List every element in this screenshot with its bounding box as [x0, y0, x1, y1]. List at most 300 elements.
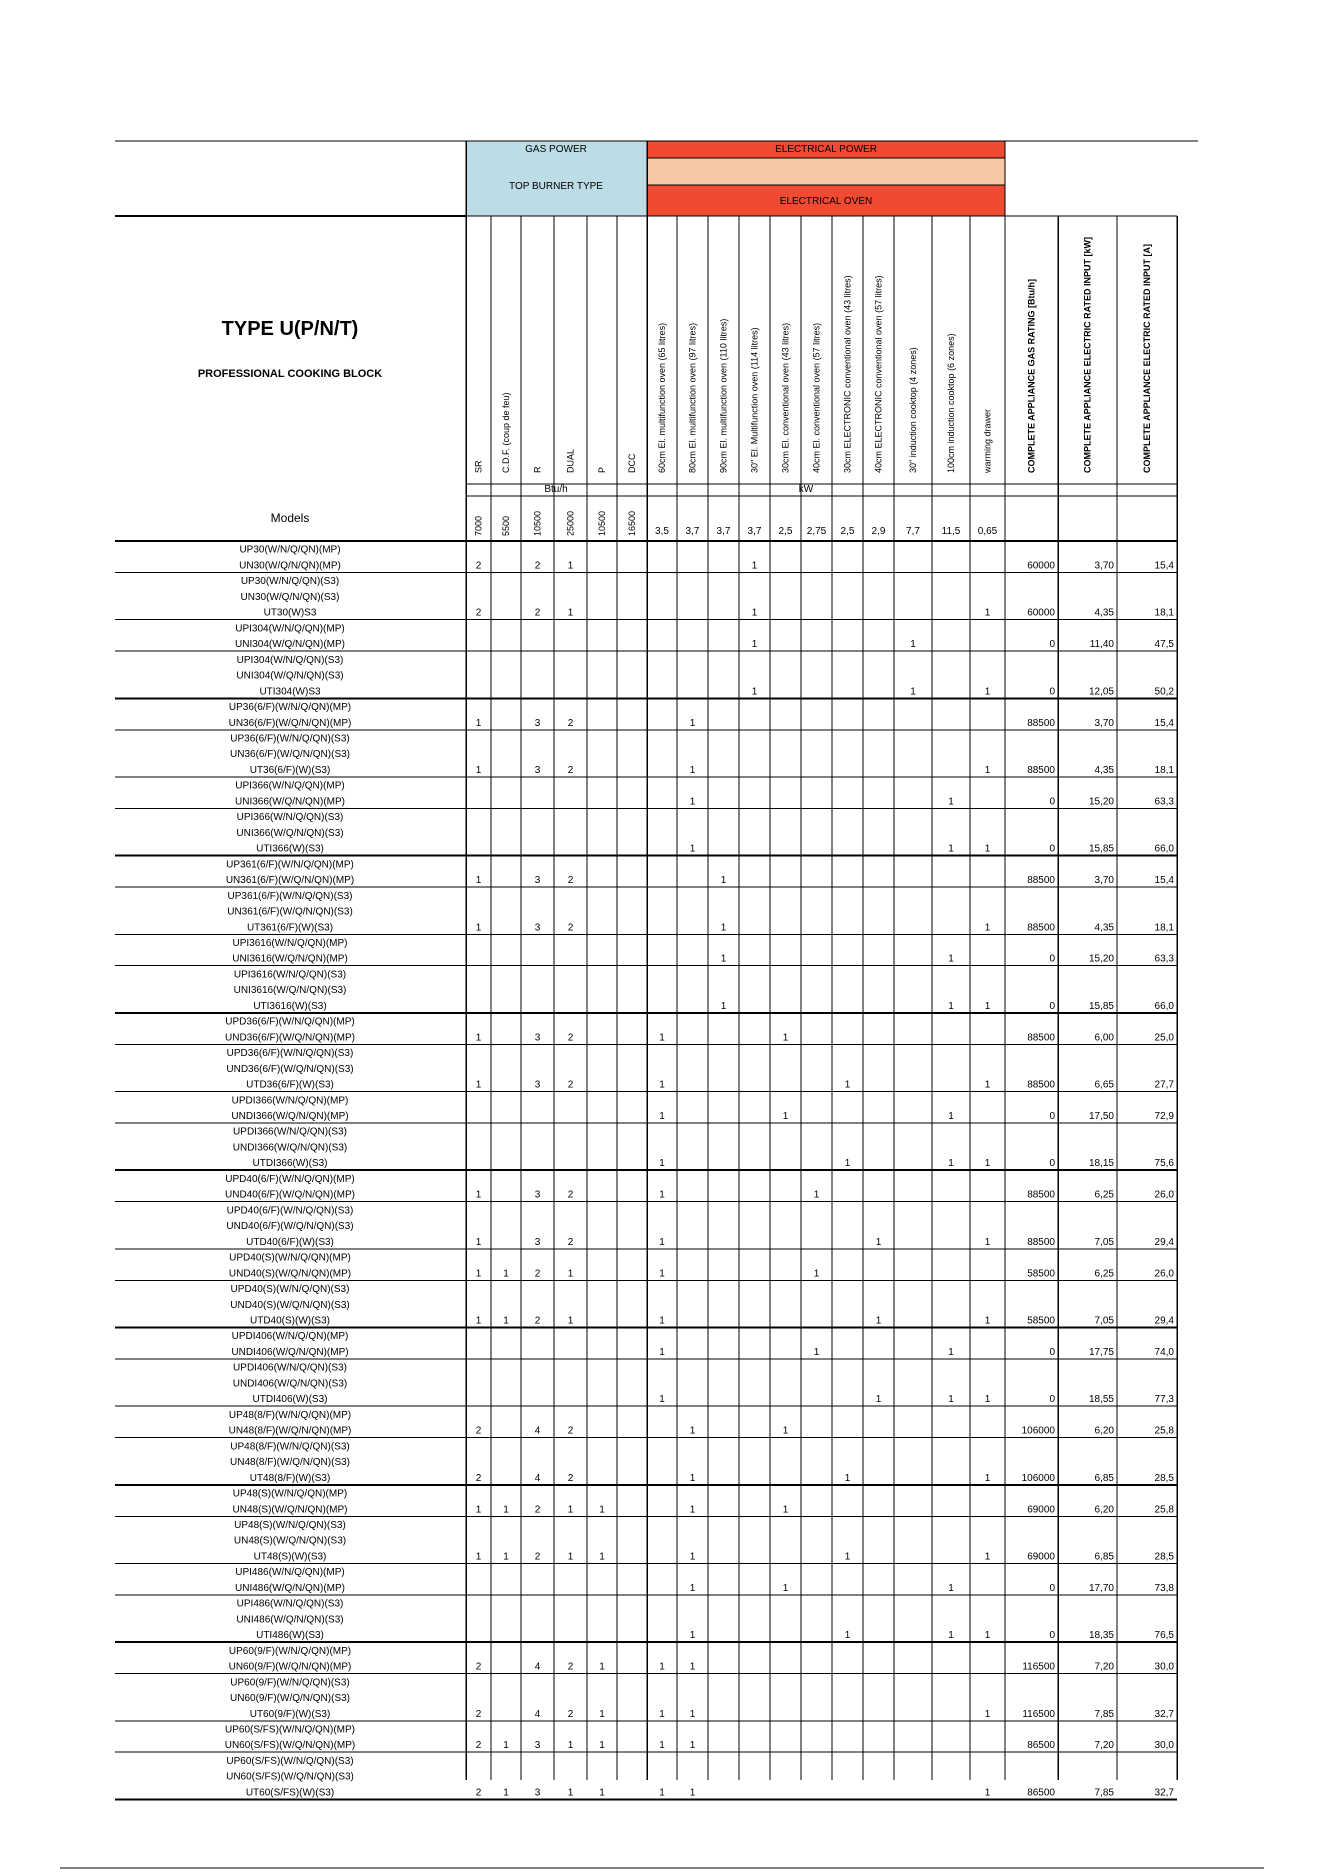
table-row: [226, 1205, 1174, 1247]
cell-value: 1: [659, 1032, 665, 1044]
cell-value: 1: [720, 922, 727, 934]
cell-value: 0: [1049, 686, 1055, 698]
column-headers: [474, 237, 1153, 474]
model-name: UNI304(W/Q/N/QN)(MP): [235, 639, 345, 651]
cell-value: 106000: [1021, 1472, 1055, 1484]
unit-value-3-7: 3,7: [716, 526, 731, 537]
cell-value: 3: [534, 717, 541, 729]
table-row: [227, 891, 1174, 933]
cell-value: 18,35: [1088, 1630, 1114, 1642]
cell-value: 1: [948, 1000, 954, 1012]
cell-value: 3: [534, 1189, 541, 1201]
cell-value: 1: [984, 764, 991, 776]
cell-value: 1: [567, 1740, 574, 1752]
cell-value: 3: [534, 764, 541, 776]
column-label-dual: DUAL: [565, 448, 576, 473]
cell-value: 0: [1049, 843, 1055, 855]
model-name: UTD40(S)(W)(S3): [250, 1315, 330, 1327]
cell-value: 6,85: [1094, 1551, 1114, 1563]
table-row: [230, 1677, 1174, 1719]
model-name: UP361(6/F)(W/N/Q/QN)(S3): [227, 890, 353, 902]
model-name: UN48(S)(W/Q/N/QN)(MP): [232, 1504, 348, 1516]
model-name: UTD36(6/F)(W)(S3): [246, 1079, 334, 1091]
cell-value: 1: [910, 686, 916, 698]
cell-value: 2: [567, 1425, 574, 1437]
unit-value-10500: 10500: [597, 510, 607, 536]
cell-value: 1: [475, 717, 482, 729]
cell-value: 1: [875, 1315, 882, 1327]
cell-value: 6,25: [1094, 1189, 1114, 1201]
column-label-p: P: [597, 466, 607, 473]
model-name: UP60(S/FS)(W/N/Q/QN)(MP): [225, 1724, 355, 1736]
cell-value: 3: [534, 1236, 541, 1248]
cell-value: 2: [567, 1472, 574, 1484]
cell-value: 1: [475, 1079, 482, 1091]
cell-value: 1: [910, 639, 916, 651]
cell-value: 2: [567, 875, 574, 887]
cell-value: 1: [599, 1708, 605, 1720]
model-name: UT30(W)S3: [263, 607, 317, 619]
cell-value: 3: [534, 1787, 541, 1799]
model-name: UPDI366(W/N/Q/QN)(MP): [231, 1095, 349, 1107]
cell-value: 29,4: [1154, 1315, 1174, 1327]
cell-value: 1: [751, 639, 758, 651]
cell-value: 2: [475, 1787, 482, 1799]
column-label-c-d-f-coup-de-feu: C.D.F. (coup de feu): [501, 392, 511, 473]
column-label-warming-drawer: warming drawer: [982, 408, 993, 473]
model-name: UT36(6/F)(W)(S3): [249, 764, 331, 776]
table-row: [232, 938, 1174, 965]
model-name: UND36(6/F)(W/Q/N/QN)(MP): [225, 1032, 355, 1044]
cell-value: 30,0: [1154, 1740, 1174, 1752]
cell-value: 1: [599, 1551, 605, 1563]
cell-value: 88500: [1027, 1189, 1055, 1201]
cell-value: 116500: [1022, 1708, 1055, 1720]
cell-value: 1: [751, 607, 758, 619]
table-row: [230, 1441, 1174, 1483]
unit-value-11-5: 11,5: [941, 526, 961, 537]
model-name: UPI486(W/N/Q/QN)(S3): [236, 1598, 344, 1610]
cell-value: 15,20: [1088, 953, 1114, 965]
cell-value: 6,65: [1094, 1079, 1114, 1091]
column-unit-values: [474, 511, 998, 537]
column-label-complete-appliance-electric-rated-input-a: COMPLETE APPLIANCE ELECTRIC RATED INPUT [A]: [1142, 244, 1152, 473]
cell-value: 1: [659, 1708, 665, 1720]
product-subtitle: PROFESSIONAL COOKING BLOCK: [197, 368, 383, 380]
column-label-90cm-el-multifunction-oven-110-litres: 90cm El. multifunction oven (110 litres): [718, 318, 729, 473]
unit-value-16500: 16500: [627, 510, 637, 536]
cell-value: 4: [534, 1708, 541, 1720]
cell-value: 66,0: [1154, 843, 1174, 855]
model-name: UPI366(W/N/Q/QN)(MP): [235, 780, 345, 792]
cell-value: 4: [534, 1472, 541, 1484]
model-name: UP48(8/F)(W/N/Q/QN)(S3): [230, 1441, 350, 1453]
column-label-40cm-el-conventional-oven-57-litres: 40cm El. conventional oven (57 litres): [811, 322, 822, 473]
cell-value: 29,4: [1154, 1236, 1174, 1248]
cell-value: 4,35: [1094, 607, 1114, 619]
cell-value: 1: [689, 1787, 696, 1799]
cell-value: 2: [534, 1551, 541, 1563]
model-name: UN60(9/F)(W/Q/N/QN)(MP): [228, 1661, 352, 1673]
cell-value: 25,8: [1154, 1504, 1174, 1516]
cell-value: 2: [475, 1425, 482, 1437]
table-row: [230, 733, 1174, 775]
table-row: [236, 1599, 1174, 1641]
model-table-body: [225, 545, 1175, 1799]
cell-value: 88500: [1027, 922, 1055, 934]
model-name: UP30(W/N/Q/QN)(MP): [239, 544, 341, 556]
cell-value: 7,85: [1094, 1708, 1114, 1720]
cell-value: 18,1: [1154, 607, 1174, 619]
model-name: UP48(S)(W/N/Q/QN)(S3): [234, 1519, 346, 1531]
cell-value: 4: [534, 1661, 541, 1673]
kw-unit-label: kW: [798, 484, 814, 495]
cell-value: 1: [659, 1236, 665, 1248]
electrical-oven-label: ELECTRICAL OVEN: [779, 196, 873, 207]
unit-value-25000: 25000: [565, 510, 576, 536]
cell-value: 1: [599, 1740, 605, 1752]
cell-value: 3,70: [1094, 717, 1114, 729]
cell-value: 15,20: [1088, 796, 1114, 808]
model-name: UPDI366(W/N/Q/QN)(S3): [233, 1126, 347, 1138]
table-row: [225, 1174, 1174, 1201]
cell-value: 2: [475, 1472, 482, 1484]
model-name: UN36(6/F)(W/Q/N/QN)(MP): [228, 717, 352, 729]
cell-value: 1: [948, 1346, 954, 1358]
cell-value: 1: [567, 1551, 574, 1563]
column-label-100cm-induction-cooktop-6-zones: 100cm induction cooktop (6 zones): [946, 333, 956, 473]
model-name: UND40(6/F)(W/Q/N/QN)(S3): [226, 1221, 354, 1233]
cell-value: 17,70: [1088, 1582, 1114, 1594]
cell-value: 106000: [1021, 1425, 1055, 1437]
model-name: UTI486(W)(S3): [256, 1630, 324, 1642]
cell-value: 88500: [1027, 764, 1055, 776]
table-row: [231, 1095, 1174, 1122]
cell-value: 1: [689, 1551, 696, 1563]
cell-value: 1: [599, 1504, 605, 1516]
cell-value: 1: [659, 1787, 665, 1799]
cell-value: 17,75: [1088, 1346, 1114, 1358]
model-name: UND36(6/F)(W/Q/N/QN)(S3): [226, 1063, 354, 1075]
cell-value: 4,35: [1094, 764, 1114, 776]
model-name: UND40(S)(W/Q/N/QN)(MP): [228, 1268, 352, 1280]
cell-value: 18,1: [1154, 764, 1174, 776]
cell-value: 15,4: [1154, 875, 1174, 887]
cell-value: 4,35: [1094, 922, 1114, 934]
unit-value-5500: 5500: [501, 515, 511, 536]
cell-value: 1: [875, 1394, 882, 1406]
cell-value: 2: [567, 1032, 574, 1044]
electrical-band: [647, 158, 1005, 185]
cell-value: 2: [567, 1079, 574, 1091]
cell-value: 15,85: [1088, 843, 1114, 855]
cell-value: 2: [534, 607, 541, 619]
cell-value: 69000: [1027, 1504, 1055, 1516]
model-name: UNI366(W/Q/N/QN)(S3): [236, 827, 344, 839]
column-label-30-el-multifunction-oven-114-litres: 30" El. Multifunction oven (114 litres): [749, 327, 760, 473]
cell-value: 32,7: [1154, 1787, 1174, 1799]
model-name: UNDI366(W/Q/N/QN)(S3): [232, 1142, 348, 1154]
model-name: UN36(6/F)(W/Q/N/QN)(S3): [230, 749, 350, 761]
model-name: UNDI406(W/Q/N/QN)(S3): [232, 1378, 348, 1390]
cell-value: 1: [659, 1346, 665, 1358]
model-name: UP48(8/F)(W/N/Q/QN)(MP): [228, 1409, 352, 1421]
cell-value: 58500: [1027, 1315, 1055, 1327]
cell-value: 86500: [1027, 1740, 1055, 1752]
cell-value: 26,0: [1154, 1189, 1174, 1201]
cell-value: 1: [948, 1158, 954, 1170]
cell-value: 1: [948, 1582, 954, 1594]
column-label-r: R: [532, 466, 543, 473]
cell-value: 6,00: [1094, 1032, 1114, 1044]
cell-value: 1: [689, 1425, 696, 1437]
cell-value: 1: [567, 607, 574, 619]
model-name: UT361(6/F)(W)(S3): [246, 922, 334, 934]
unit-value-2-5: 2,5: [840, 526, 855, 537]
cell-value: 1: [948, 1630, 954, 1642]
cell-value: 7,85: [1094, 1787, 1114, 1799]
cell-value: 11,40: [1089, 639, 1114, 651]
cell-value: 7,20: [1094, 1740, 1114, 1752]
cell-value: 1: [567, 1268, 574, 1280]
cell-value: 88500: [1027, 717, 1055, 729]
model-name: UPD40(S)(W/N/Q/QN)(S3): [230, 1284, 350, 1296]
table-row: [233, 1363, 1175, 1405]
cell-value: 75,6: [1154, 1158, 1174, 1170]
cell-value: 1: [720, 1000, 727, 1012]
cell-value: 18,15: [1088, 1158, 1114, 1170]
cell-value: 3,70: [1094, 560, 1114, 572]
table-row: [233, 1489, 1175, 1516]
table-row: [239, 545, 1174, 572]
cell-value: 1: [689, 1630, 696, 1642]
model-name: UPD40(6/F)(W/N/Q/QN)(S3): [226, 1205, 354, 1217]
cell-value: 6,20: [1094, 1504, 1114, 1516]
cell-value: 1: [984, 607, 991, 619]
model-name: UP36(6/F)(W/N/Q/QN)(S3): [230, 733, 350, 745]
cell-value: 0: [1049, 953, 1055, 965]
cell-value: 3: [534, 922, 541, 934]
model-name: UTI366(W)(S3): [256, 843, 324, 855]
cell-value: 1: [844, 1158, 851, 1170]
column-label-complete-appliance-electric-rated-input-kw: COMPLETE APPLIANCE ELECTRIC RATED INPUT [kW]: [1082, 237, 1093, 473]
cell-value: 1: [475, 1189, 482, 1201]
cell-value: 116500: [1022, 1661, 1055, 1673]
unit-value-2-9: 2,9: [871, 526, 886, 537]
model-name: UT48(8/F)(W)(S3): [249, 1472, 331, 1484]
cell-value: 2: [567, 1236, 574, 1248]
model-name: UT48(S)(W)(S3): [253, 1551, 327, 1563]
model-name: UPI366(W/N/Q/QN)(S3): [236, 812, 344, 824]
cell-value: 1: [720, 953, 727, 965]
cell-value: 0: [1049, 1346, 1055, 1358]
cell-value: 2: [567, 922, 574, 934]
cell-value: 6,20: [1094, 1425, 1114, 1437]
cell-value: 0: [1049, 1158, 1055, 1170]
model-name: UNI486(W/Q/N/QN)(S3): [236, 1614, 344, 1626]
cell-value: 1: [751, 560, 758, 572]
model-name: UTDI406(W)(S3): [252, 1394, 328, 1406]
cell-value: 1: [567, 1787, 574, 1799]
table-row: [231, 1331, 1174, 1358]
model-name: UNDI366(W/Q/N/QN)(MP): [231, 1111, 349, 1123]
cell-value: 1: [984, 1472, 991, 1484]
model-name: UP60(9/F)(W/N/Q/QN)(MP): [228, 1645, 352, 1657]
cell-value: 1: [659, 1661, 665, 1673]
model-name: UP36(6/F)(W/N/Q/QN)(MP): [228, 702, 352, 714]
cell-value: 2: [475, 1708, 482, 1720]
cell-value: 1: [782, 1504, 789, 1516]
cell-value: 1: [984, 1000, 991, 1012]
cell-value: 1: [659, 1315, 665, 1327]
cell-value: 7,05: [1094, 1315, 1114, 1327]
cell-value: 2: [534, 1268, 541, 1280]
cell-value: 0: [1049, 639, 1055, 651]
cell-value: 69000: [1027, 1551, 1055, 1563]
table-row: [226, 1756, 1174, 1798]
cell-value: 1: [659, 1158, 665, 1170]
column-label-sr: SR: [473, 460, 484, 473]
cell-value: 1: [948, 1111, 954, 1123]
model-name: UPI304(W/N/Q/QN)(S3): [236, 654, 344, 666]
cell-value: 1: [475, 875, 482, 887]
cell-value: 1: [782, 1425, 789, 1437]
unit-value-7000: 7000: [473, 515, 484, 536]
model-name: UN361(6/F)(W/Q/N/QN)(S3): [227, 906, 353, 918]
model-name: UNI486(W/Q/N/QN)(MP): [235, 1582, 345, 1594]
cell-value: 1: [984, 1787, 991, 1799]
model-name: UTD40(6/F)(W)(S3): [246, 1236, 334, 1248]
unit-value-3-7: 3,7: [747, 526, 762, 537]
cell-value: 1: [475, 1236, 482, 1248]
model-name: UPD40(S)(W/N/Q/QN)(MP): [229, 1252, 351, 1264]
table-row: [230, 1284, 1174, 1326]
model-name: UPD36(6/F)(W/N/Q/QN)(MP): [225, 1016, 355, 1028]
cell-value: 1: [984, 1158, 991, 1170]
cell-value: 1: [720, 875, 727, 887]
cell-value: 0: [1049, 1000, 1055, 1012]
model-name: UN48(8/F)(W/Q/N/QN)(S3): [230, 1457, 350, 1469]
model-name: UPI486(W/N/Q/QN)(MP): [235, 1567, 345, 1579]
cell-value: 1: [475, 1032, 482, 1044]
column-label-30-induction-cooktop-4-zones: 30" induction cooktop (4 zones): [908, 347, 918, 473]
cell-value: 7,20: [1094, 1661, 1114, 1673]
table-row: [225, 1017, 1174, 1044]
model-name: UNI366(W/Q/N/QN)(MP): [235, 796, 345, 808]
model-name: UN48(8/F)(W/Q/N/QN)(MP): [228, 1425, 352, 1437]
model-name: UP60(9/F)(W/N/Q/QN)(S3): [230, 1677, 350, 1689]
cell-value: 15,4: [1154, 717, 1174, 729]
cell-value: 6,85: [1094, 1472, 1114, 1484]
cell-value: 28,5: [1154, 1551, 1174, 1563]
cell-value: 1: [844, 1472, 851, 1484]
model-name: UPI3616(W/N/Q/QN)(MP): [232, 937, 348, 949]
cell-value: 1: [689, 764, 696, 776]
cell-value: 1: [599, 1661, 605, 1673]
column-label-30cm-electronic-conventional-oven-43-litres: 30cm ELECTRONIC conventional oven (43 litres): [842, 275, 853, 473]
cell-value: 1: [984, 1079, 991, 1091]
model-name: UPDI406(W/N/Q/QN)(MP): [231, 1331, 349, 1343]
cell-value: 63,3: [1154, 796, 1174, 808]
column-label-40cm-electronic-conventional-oven-57-litres: 40cm ELECTRONIC conventional oven (57 litres): [873, 275, 884, 473]
unit-value-10500: 10500: [532, 510, 543, 536]
cell-value: 4: [534, 1425, 541, 1437]
cell-value: 73,8: [1154, 1582, 1174, 1594]
cell-value: 1: [503, 1740, 509, 1752]
cell-value: 28,5: [1154, 1472, 1174, 1484]
cell-value: 1: [689, 843, 696, 855]
cell-value: 66,0: [1154, 1000, 1174, 1012]
cell-value: 6,25: [1094, 1268, 1114, 1280]
model-name: UN30(W/Q/N/QN)(MP): [239, 560, 341, 572]
cell-value: 1: [567, 1315, 574, 1327]
cell-value: 32,7: [1154, 1708, 1174, 1720]
cell-value: 7,05: [1094, 1236, 1114, 1248]
cell-value: 2: [567, 717, 574, 729]
model-name: UN48(S)(W/Q/N/QN)(S3): [233, 1535, 347, 1547]
cell-value: 1: [984, 843, 991, 855]
cell-value: 0: [1049, 1394, 1055, 1406]
table-row: [229, 702, 1175, 729]
cell-value: 1: [599, 1787, 605, 1799]
cell-value: 1: [984, 1708, 991, 1720]
cell-value: 1: [475, 1268, 482, 1280]
model-name: UPI3616(W/N/Q/QN)(S3): [233, 969, 347, 981]
model-name: UNDI406(W/Q/N/QN)(MP): [231, 1346, 349, 1358]
cell-value: 50,2: [1154, 686, 1174, 698]
cell-value: 1: [984, 1551, 991, 1563]
cell-value: 1: [948, 953, 954, 965]
cell-value: 15,4: [1154, 560, 1174, 572]
cell-value: 1: [567, 560, 574, 572]
cell-value: 2: [475, 1740, 482, 1752]
model-name: UT60(9/F)(W)(S3): [249, 1708, 331, 1720]
cell-value: 1: [689, 1472, 696, 1484]
cell-value: 1: [689, 796, 696, 808]
cell-value: 3: [534, 1032, 541, 1044]
cell-value: 0: [1049, 1630, 1055, 1642]
model-name: UPDI406(W/N/Q/QN)(S3): [233, 1362, 347, 1374]
cell-value: 1: [689, 1708, 696, 1720]
cell-value: 1: [948, 1394, 954, 1406]
cell-value: 30,0: [1154, 1661, 1174, 1673]
top-burner-type-label: TOP BURNER TYPE: [509, 181, 603, 192]
model-name: UPI304(W/N/Q/QN)(MP): [235, 623, 345, 635]
table-row: [226, 859, 1175, 886]
cell-value: 58500: [1027, 1268, 1055, 1280]
cell-value: 88500: [1027, 1079, 1055, 1091]
column-label-60cm-el-multifunction-oven-65-litres: 60cm El. multifunction oven (65 litres): [657, 322, 667, 473]
cell-value: 2: [475, 560, 482, 572]
table-row: [234, 1520, 1175, 1562]
column-label-dcc: DCC: [627, 453, 637, 473]
unit-value-0-65: 0,65: [977, 526, 998, 537]
cell-value: 1: [659, 1740, 665, 1752]
cell-value: 1: [782, 1032, 789, 1044]
cell-value: 26,0: [1154, 1268, 1174, 1280]
cell-value: 1: [984, 686, 991, 698]
models-label: Models: [270, 511, 310, 525]
unit-value-2-75: 2,75: [806, 526, 827, 537]
cell-value: 0: [1049, 1111, 1055, 1123]
table-row: [235, 781, 1174, 808]
cell-value: 1: [782, 1111, 789, 1123]
cell-value: 1: [659, 1189, 665, 1201]
cell-value: 76,5: [1154, 1630, 1174, 1642]
unit-value-7-7: 7,7: [906, 526, 920, 537]
cell-value: 1: [689, 1504, 696, 1516]
model-name: UTI304(W)S3: [259, 686, 321, 698]
